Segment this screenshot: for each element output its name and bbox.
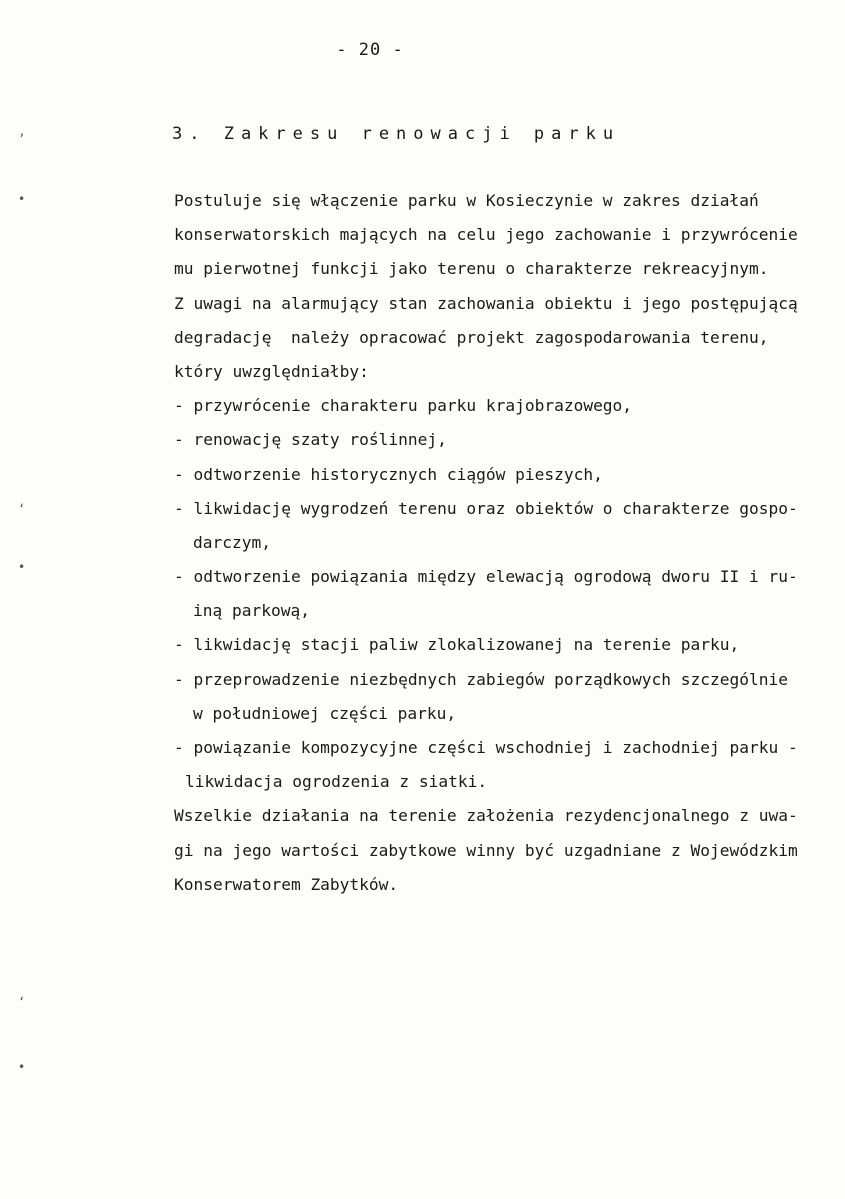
margin-tick-mark: ‘ <box>18 995 26 1009</box>
text-line: Wszelkie działania na terenie założenia rezydencjonalnego z uwa- <box>174 806 798 826</box>
list-item: - likwidację stacji paliw zlokalizowanej na terenie parku, <box>174 635 740 655</box>
list-item: - renowację szaty roślinnej, <box>174 430 447 450</box>
margin-tick-mark: • <box>18 560 26 574</box>
margin-tick-mark: • <box>18 1060 26 1074</box>
list-item: - przeprowadzenie niezbędnych zabiegów porządkowych szczególnie <box>174 669 788 689</box>
list-item-continuation: darczym, <box>193 532 271 552</box>
list-item-continuation: w południowej części parku, <box>193 703 457 723</box>
list-item: - odtworzenie powiązania między elewacją ogrodową dworu II i ru- <box>174 567 798 587</box>
margin-tick-mark: ’ <box>18 132 26 146</box>
list-item-continuation: iną parkową, <box>193 601 310 621</box>
text-line: Postuluje się włączenie parku w Kosieczynie w zakres działań <box>174 191 759 210</box>
text-line: degradację należy opracować projekt zagospodarowania terenu, <box>174 327 769 347</box>
text-line: Z uwagi na alarmujący stan zachowania obiektu i jego postępującą <box>174 293 798 313</box>
list-item: - odtworzenie historycznych ciągów pieszych, <box>174 464 603 484</box>
section-heading: 3. Zakresu renowacji parku <box>172 124 621 144</box>
margin-tick-mark: ‘ <box>18 502 26 516</box>
margin-tick-mark: • <box>18 192 26 206</box>
list-item: - powiązanie kompozycyjne części wschodniej i zachodniej parku - <box>174 738 798 757</box>
list-item: - likwidację wygrodzeń terenu oraz obiektów o charakterze gospo- <box>174 498 798 518</box>
list-item: - przywrócenie charakteru parku krajobrazowego, <box>174 396 633 416</box>
text-line: który uwzględniałby: <box>174 361 369 381</box>
text-line: gi na jego wartości zabytkowe winny być uzgadniane z Wojewódzkim <box>174 840 798 860</box>
page-number: - 20 - <box>336 40 404 60</box>
text-line: Konserwatorem Zabytków. <box>174 874 399 894</box>
body-text <box>174 184 844 902</box>
text-line: konserwatorskich mających na celu jego zachowanie i przywrócenie <box>174 225 798 245</box>
list-item-continuation: likwidacja ogrodzenia z siatki. <box>185 772 488 792</box>
text-line: mu pierwotnej funkcji jako terenu o charakterze rekreacyjnym. <box>174 259 769 279</box>
